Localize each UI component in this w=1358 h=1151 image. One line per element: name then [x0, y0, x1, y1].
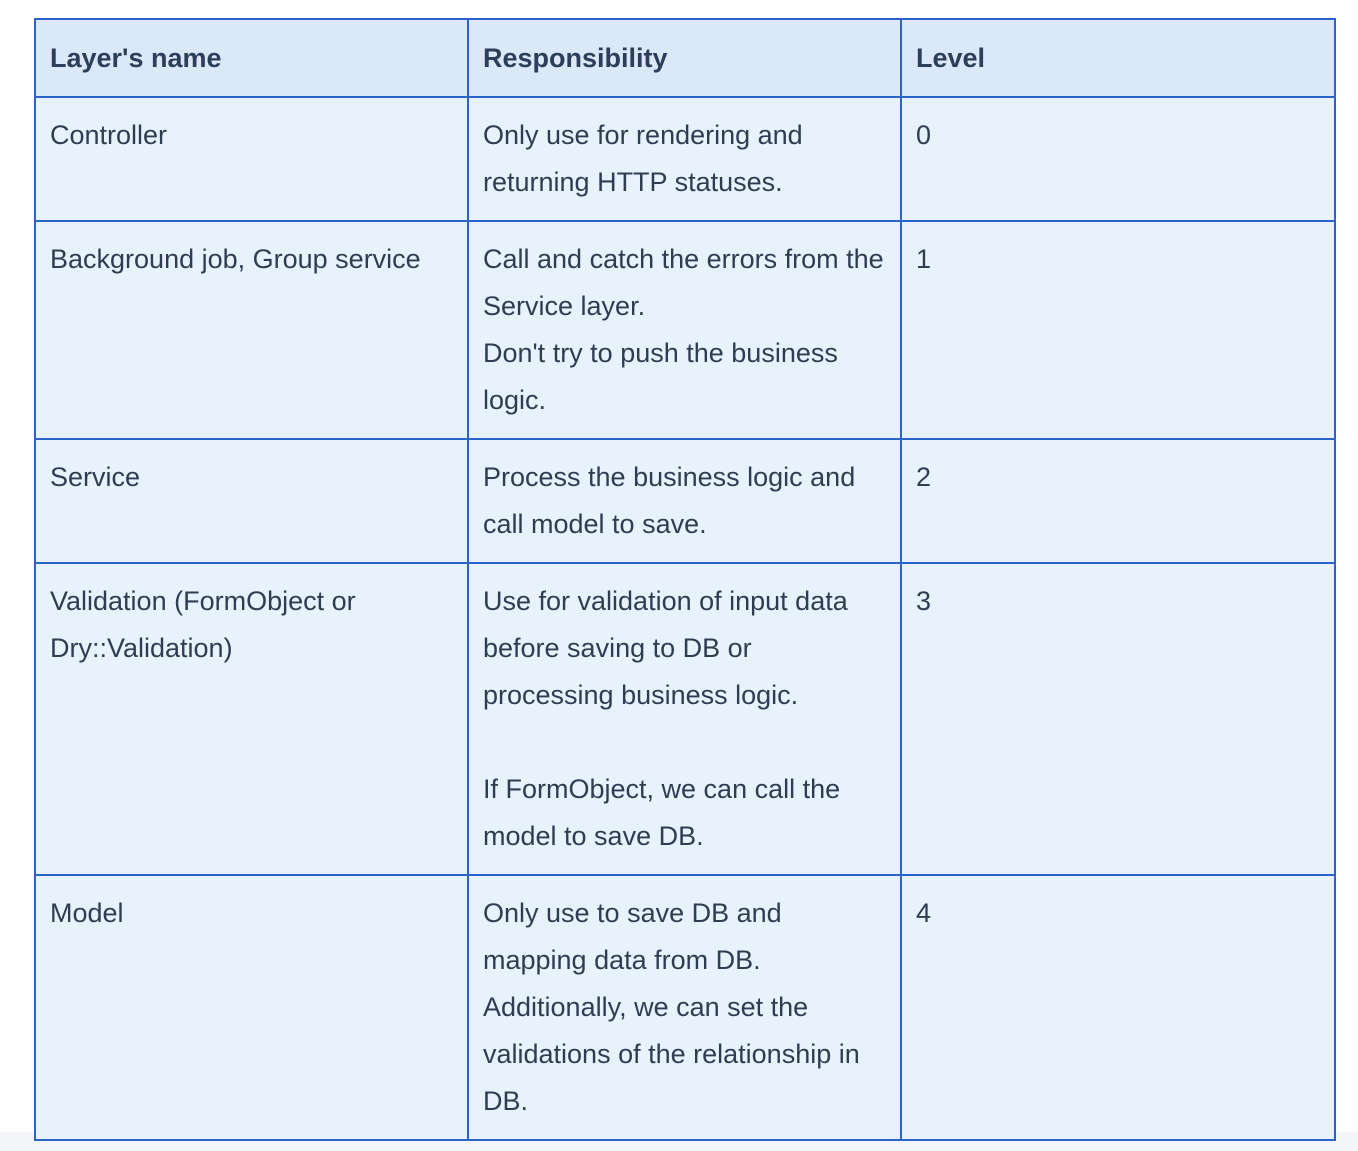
responsibility-text: Use for validation of input data before saving to DB or processing business logic. [483, 586, 848, 710]
cell-layer-name: Controller [35, 97, 468, 221]
cell-layer-name: Model [35, 875, 468, 1140]
paragraph-spacer [483, 719, 886, 766]
responsibility-text: Only use for rendering and returning HTTP statuses. [483, 120, 803, 197]
cell-responsibility [468, 875, 901, 1140]
cell-level: 1 [901, 221, 1335, 439]
layers-table [34, 18, 1336, 1141]
responsibility-text: Only use to save DB and mapping data from DB. [483, 898, 782, 975]
header-responsibility: Responsibility [468, 19, 901, 97]
table-row [35, 875, 1335, 1140]
table-row [35, 221, 1335, 439]
cell-level: 3 [901, 563, 1335, 875]
cell-layer-name: Service [35, 439, 468, 563]
responsibility-text: Call and catch the errors from the Service layer. [483, 244, 884, 321]
cell-responsibility [468, 221, 901, 439]
cell-responsibility [468, 563, 901, 875]
table-row [35, 97, 1335, 221]
responsibility-text: Process the business logic and call model to save. [483, 462, 856, 539]
cell-level: 0 [901, 97, 1335, 221]
table-row [35, 563, 1335, 875]
responsibility-text: Additionally, we can set the validations of the relationship in DB. [483, 992, 860, 1116]
cell-layer-name: Validation (FormObject or Dry::Validation) [35, 563, 468, 875]
responsibility-text: Don't try to push the business logic. [483, 338, 838, 415]
header-level: Level [901, 19, 1335, 97]
responsibility-text: If FormObject, we can call the model to save DB. [483, 774, 841, 851]
table-header-row [35, 19, 1335, 97]
table-row [35, 439, 1335, 563]
cell-layer-name: Background job, Group service [35, 221, 468, 439]
cell-responsibility [468, 97, 901, 221]
cell-level: 4 [901, 875, 1335, 1140]
cell-level: 2 [901, 439, 1335, 563]
cell-responsibility [468, 439, 901, 563]
header-layer-name: Layer's name [35, 19, 468, 97]
